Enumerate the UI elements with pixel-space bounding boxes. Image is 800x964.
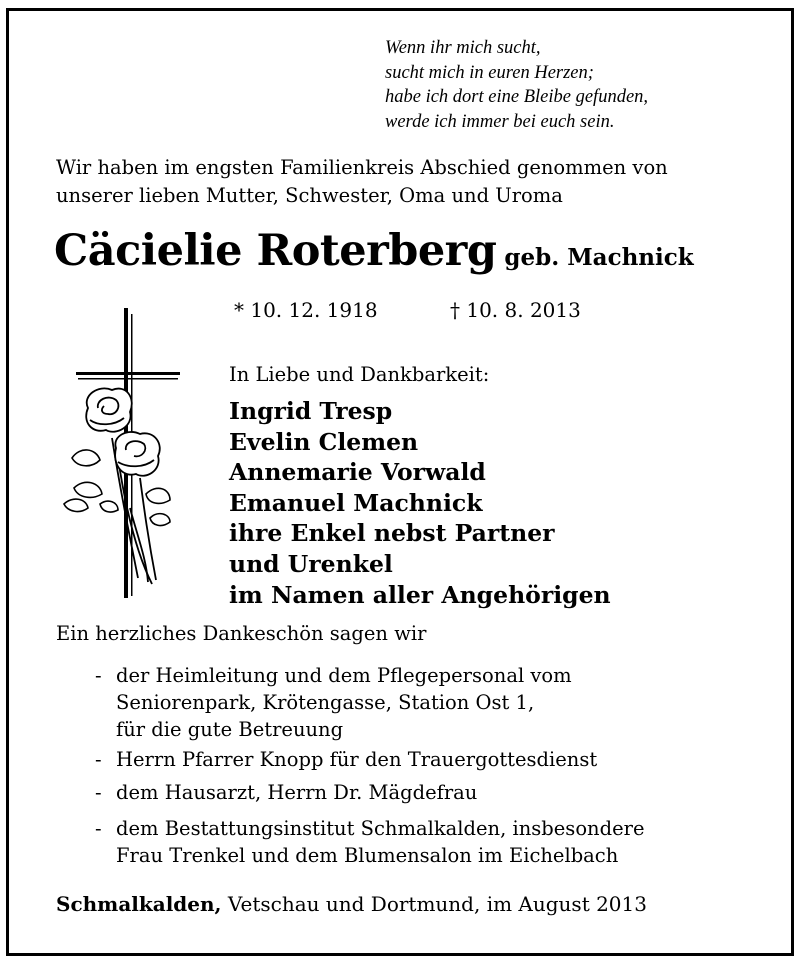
list-dash: - [95, 664, 102, 687]
intro-line: Wir haben im engsten Familienkreis Abschied genommen von [56, 156, 668, 179]
thanks-line: für die gute Betreuung [116, 718, 344, 741]
thanks-item-text [116, 815, 645, 869]
thanks-item-text [116, 746, 597, 773]
cross-horizontal-line [78, 378, 178, 380]
mourner-name: und Urenkel [229, 549, 393, 578]
list-dash: - [95, 817, 102, 840]
thanks-line: der Heimleitung und dem Pflegepersonal vom [116, 664, 572, 687]
cross-with-roses-icon [60, 308, 180, 608]
thanks-line: Seniorenpark, Krötengasse, Station Ost 1, [116, 691, 535, 714]
list-dash: - [95, 748, 102, 771]
mourner-name: Ingrid Tresp [229, 397, 393, 425]
mourner-name: Annemarie Vorwald [229, 458, 486, 487]
death-date: † 10. 8. 2013 [450, 298, 581, 322]
mourner-name: im Namen aller Angehörigen [229, 580, 611, 609]
closing-place: Schmalkalden, [56, 892, 222, 916]
thanks-line: Frau Trenkel und dem Blumensalon im Eichelbach [116, 844, 619, 867]
mourners-list [229, 396, 611, 610]
thanks-line: Herrn Pfarrer Knopp für den Trauergottesdienst [116, 748, 598, 771]
thanks-line: dem Hausarzt, Herrn Dr. Mägdefrau [116, 781, 478, 804]
poem-line: werde ich immer bei euch sein. [385, 111, 615, 132]
intro-line: unserer lieben Mutter, Schwester, Oma und Uroma [56, 184, 563, 207]
mourner-name: Evelin Clemen [229, 427, 419, 456]
lower-rose [115, 432, 160, 476]
birth-date: * 10. 12. 1918 [234, 298, 378, 322]
cross-horizontal-beam [76, 372, 180, 375]
poem-line: habe ich dort eine Bleibe gefunden, [385, 87, 649, 107]
poem-line: Wenn ihr mich sucht, [385, 38, 541, 58]
deceased-name-line [54, 226, 694, 276]
memorial-poem [385, 36, 648, 134]
mourners-intro: In Liebe und Dankbarkeit: [229, 363, 490, 386]
announcement-text [56, 154, 668, 210]
thanks-item-text [116, 662, 572, 743]
poem-line: sucht mich in euren Herzen; [385, 62, 594, 83]
list-dash: - [95, 781, 102, 804]
mourner-name: ihre Enkel nebst Partner [229, 519, 555, 548]
maiden-name: geb. Machnick [504, 244, 694, 271]
thanks-line: dem Bestattungsinstitut Schmalkalden, insbesondere [116, 817, 645, 840]
upper-rose [86, 388, 132, 431]
deceased-name: Cäcielie Roterberg [54, 226, 497, 276]
mourner-name: Emanuel Machnick [229, 488, 483, 517]
closing-line [56, 892, 647, 916]
thanks-item-text [116, 779, 477, 806]
closing-rest: Vetschau und Dortmund, im August 2013 [221, 892, 647, 916]
thanks-heading: Ein herzliches Dankeschön sagen wir [56, 622, 427, 645]
